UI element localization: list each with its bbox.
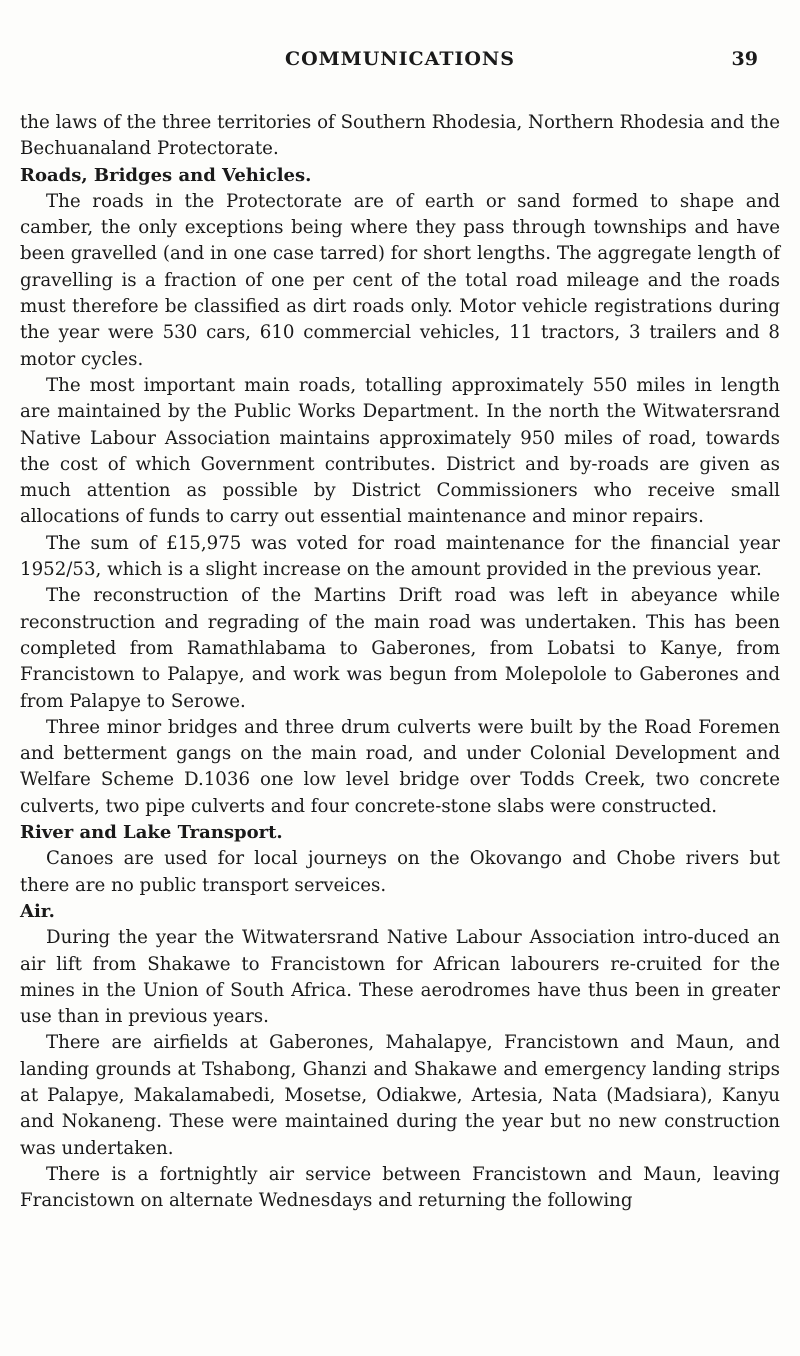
section-heading-roads: Roads, Bridges and Vehicles.: [20, 164, 312, 186]
paragraph: Three minor bridges and three drum culverts were built by the Road Foremen and betterment gangs on the main road, and under Colonial Development and Welfare Scheme D.1036 one low level bridge over Todds Creek, two concrete culverts, two pipe culverts and four concrete-stone slabs were constructed.: [20, 716, 780, 817]
paragraph: There are airfields at Gaberones, Mahalapye, Francistown and Maun, and landing grounds at Tshabong, Ghanzi and Shakawe and emergency landing strips at Palapye, Makalamabedi, Mosetse, Odiakwe, Artesia, Nata (Madsiara), Kanyu and Nokaneng. These were maintained during the year but no new construction was undertaken.: [20, 1032, 780, 1159]
page-number: 39: [731, 48, 758, 70]
paragraph: The reconstruction of the Martins Drift road was left in abeyance while reconstruction and regrading of the main road was undertaken. This has been completed from Ramathlabama to Gaberones, from Lobatsi to Kanye, from Francistown to Palapye, and work was begun from Molepolole to Gaberones and from Palapye to Serowe.: [20, 585, 780, 712]
paragraph: During the year the Witwatersrand Native Labour Association intro-duced an air lift from Shakawe to Francistown for African labourers re-cruited for the mines in the Union of South Africa. These aerodromes have thus been in greater use than in previous years.: [20, 927, 780, 1028]
paragraph: Canoes are used for local journeys on the Okovango and Chobe rivers but there are no public transport serveices.: [20, 848, 780, 896]
body-text: [20, 110, 780, 1214]
paragraph: There is a fortnightly air service between Francistown and Maun, leaving Francistown on alternate Wednesdays and returning the following: [20, 1163, 780, 1212]
running-head: COMMUNICATIONS: [284, 48, 516, 70]
paragraph: The roads in the Protectorate are of earth or sand formed to shape and camber, the only exceptions being where they pass through townships and have been gravelled (and in one case tarred) for short lengths. The aggregate length of gravelling is a fraction of one per cent of the total road mileage and the roads must therefore be classified as dirt roads only. Motor vehicle registrations during the year were 530 cars, 610 commercial vehicles, 11 tractors, 3 trailers and 8 motor cycles.: [20, 190, 780, 370]
opening-paragraph: the laws of the three territories of Southern Rhodesia, Northern Rhodesia and the Bechuanaland Protectorate.: [20, 112, 780, 160]
page-header: [20, 48, 780, 78]
paragraph: The most important main roads, totalling approximately 550 miles in length are maintained by the Public Works Department. In the north the Witwatersrand Native Labour Association maintains approximately 950 miles of road, towards the cost of which Government contributes. District and by-roads are given as much attention as possible by District Commissioners who receive small allocations of funds to carry out essential maintenance and minor repairs.: [20, 374, 780, 528]
paragraph: The sum of £15,975 was voted for road maintenance for the financial year 1952/53, which is a slight increase on the amount provided in the previous year.: [20, 532, 780, 581]
section-heading-river-lake: River and Lake Transport.: [20, 822, 283, 844]
section-heading-air: Air.: [20, 900, 55, 922]
